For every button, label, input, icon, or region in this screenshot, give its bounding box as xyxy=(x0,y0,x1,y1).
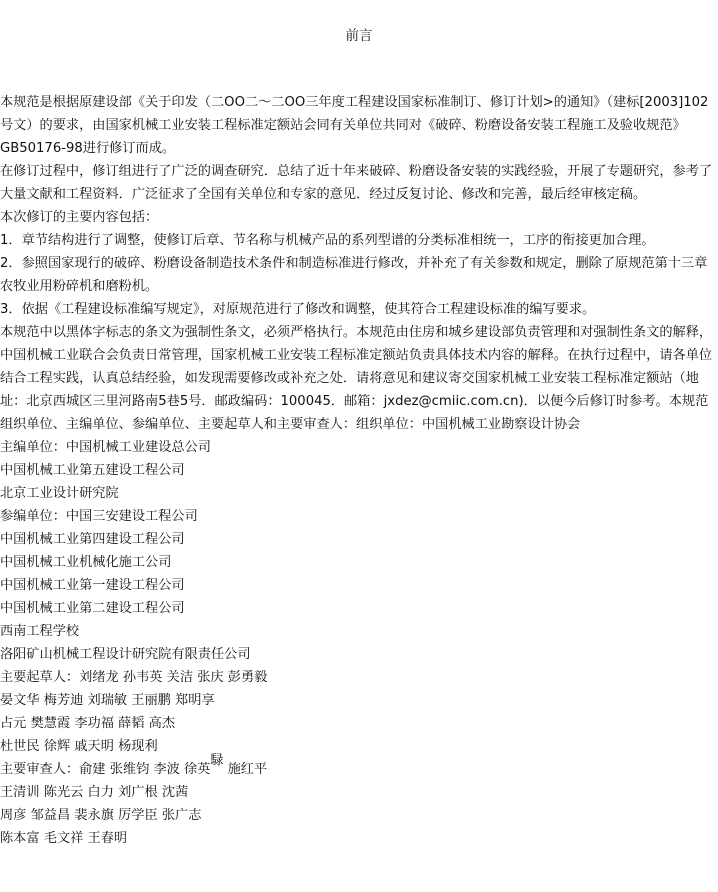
raised-character: 騄 xyxy=(210,753,224,768)
unit-line: 北京工业设计研究院 xyxy=(0,486,119,501)
paragraph-revision-process: 在修订过程中，修订组进行了广泛的调查研究．总结了近十年来破碎、粉磨设备安装的实践经验，开展了专题研究，参考了大量文献和工程资料．广泛征求了全国有关单位和专家的意见．经过反复讨论、修改和完善，最后经审核定稿。 xyxy=(0,164,713,202)
unit-line: 中国机械工业机械化施工公司 xyxy=(0,555,172,570)
paragraph-contents-intro: 本次修订的主要内容包括： xyxy=(0,210,159,225)
unit-line: 中国机械工业第五建设工程公司 xyxy=(0,463,185,478)
unit-line: 西南工程学校 xyxy=(0,624,80,639)
reviewers-text: 主要审查人：俞建 张维钧 李波 徐英 xyxy=(0,762,211,777)
drafters-line: 主要起草人：刘绪龙 孙韦英 关洁 张庆 彭勇毅 xyxy=(0,670,268,685)
names-line: 周彦 邹益昌 裴永旗 厉学臣 张广志 xyxy=(0,808,202,823)
paragraph-item-2: 2．参照国家现行的破碎、粉磨设备制造技术条件和制造标准进行修改，并补充了有关参数和规定，删除了原规范第十三章农牧业用粉碎机和磨粉机。 xyxy=(0,256,708,294)
paragraph-item-1: 1．章节结构进行了调整，使修订后章、节名称与机械产品的系列型谱的分类标准相统一，工序的衔接更加合理。 xyxy=(0,233,655,248)
paragraph-mandatory-provisions: 本规范中以黑体字标志的条文为强制性条文，必须严格执行。本规范由住房和城乡建设部负责管理和对强制性条文的解释，中国机械工业联合会负责日常管理，国家机械工业安装工程标准定额站负责具体技术内容的解释。在执行过程中，请各单位结合工程实践，认真总结经验，如发现需要修改或补充之处．请将意见和建议寄交国家机械工业安装工程标准定额站（地址：北京西城区三里河路南5巷5号．邮政编码：100045．邮箱：jxdez@cmiic.com.cn)．以便今后修订时参考。本规范组织单位、主编单位、参编单位、主要起草人和主要审查人：组织单位：中国机械工业勘察设计协会 xyxy=(0,325,713,432)
names-line: 杜世民 徐辉 戚天明 杨现利 xyxy=(0,739,158,754)
reviewers-text-end: 施红平 xyxy=(223,762,268,777)
unit-line: 洛阳矿山机械工程设计研究院有限责任公司 xyxy=(0,647,251,662)
chief-editor-unit: 主编单位：中国机械工业建设总公司 xyxy=(0,440,211,455)
names-line: 王清训 陈光云 白力 刘广根 沈茜 xyxy=(0,785,189,800)
paragraph-basis: 本规范是根据原建设部《关于印发（二OO二～二OO三年度工程建设国家标准制订、修订计划>的通知》（建标[2003]102号文）的要求，由国家机械工业安装工程标准定额站会同有关单位共同对《破碎、粉磨设备安装工程施工及验收规范》GB50176-98进行修订而成。 xyxy=(0,95,709,156)
names-line: 晏文华 梅芳迪 刘瑞敏 王丽鹏 郑明享 xyxy=(0,693,215,708)
page-title: 前言 xyxy=(345,28,373,44)
names-line: 占元 樊慧霞 李功福 薛韬 高杰 xyxy=(0,716,176,731)
unit-line: 中国机械工业第一建设工程公司 xyxy=(0,578,185,593)
names-line: 陈本富 毛文祥 王春明 xyxy=(0,831,128,846)
unit-line: 中国机械工业第二建设工程公司 xyxy=(0,601,185,616)
reviewers-line xyxy=(0,753,716,781)
document-body xyxy=(0,91,716,850)
paragraph-item-3: 3．依据《工程建设标准编写规定》，对原规范进行了修改和调整，使其符合工程建设标准的编写要求。 xyxy=(0,302,596,317)
unit-line: 中国机械工业第四建设工程公司 xyxy=(0,532,185,547)
participating-unit: 参编单位：中国三安建设工程公司 xyxy=(0,509,198,524)
